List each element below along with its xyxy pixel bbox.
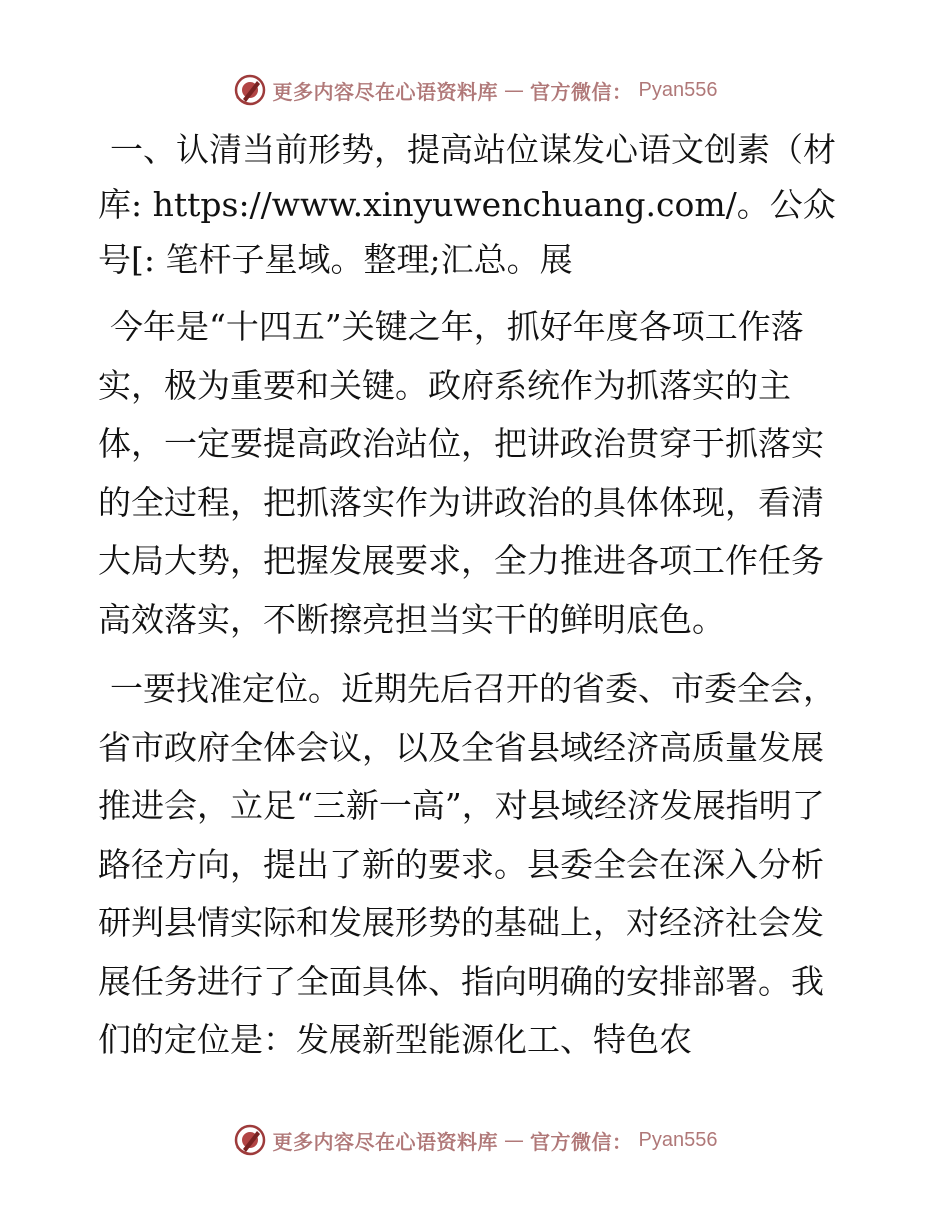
header-banner	[0, 70, 950, 110]
banner-separator: —	[504, 78, 525, 102]
paragraph: 一要找准定位。近期先后召开的省委、市委全会，省市政府全体会议，以及全省县域经济高质量发展推进会，立足“三新一高”，对县域经济发展指明了路径方向，提出了新的要求。县委全会在深入分析研判县情实际和发展形势的基础上，对经济社会发展任务进行了全面具体、指向明确的安排部署。我们的定位是：发展新型能源化工、特色农	[98, 669, 836, 1059]
banner-text: 更多内容尽在心语资料库	[272, 1129, 499, 1154]
banner-contact-label: 官方微信：	[530, 1129, 633, 1154]
paragraph: 今年是“十四五”关键之年，抓好年度各项工作落实，极为重要和关键。政府系统作为抓落实的主体，一定要提高政治站位，把讲政治贯穿于抓落实的全过程，把抓落实作为讲政治的具体体现，看清大局大势，把握发展要求，全力推进各项工作任务高效落实，不断擦亮担当实干的鲜明底色。	[98, 307, 824, 639]
footer-banner	[0, 1120, 950, 1160]
banner-text: 更多内容尽在心语资料库	[272, 79, 499, 104]
banner-contact-id: Pyan556	[638, 78, 718, 101]
banner-contact-label: 官方微信：	[530, 79, 633, 104]
section-heading: 一、认清当前形势，提高站位谋发心语文创素（材库: https://www.xinyuwenchuang.com/。公众号[: 笔杆子星域。整理;汇总。展	[98, 130, 836, 279]
banner-separator: —	[504, 1128, 525, 1152]
pen-seal-logo-icon	[233, 1123, 267, 1157]
document-body	[98, 122, 850, 1070]
pen-seal-logo-icon	[233, 73, 267, 107]
banner-contact-id: Pyan556	[638, 1128, 718, 1151]
